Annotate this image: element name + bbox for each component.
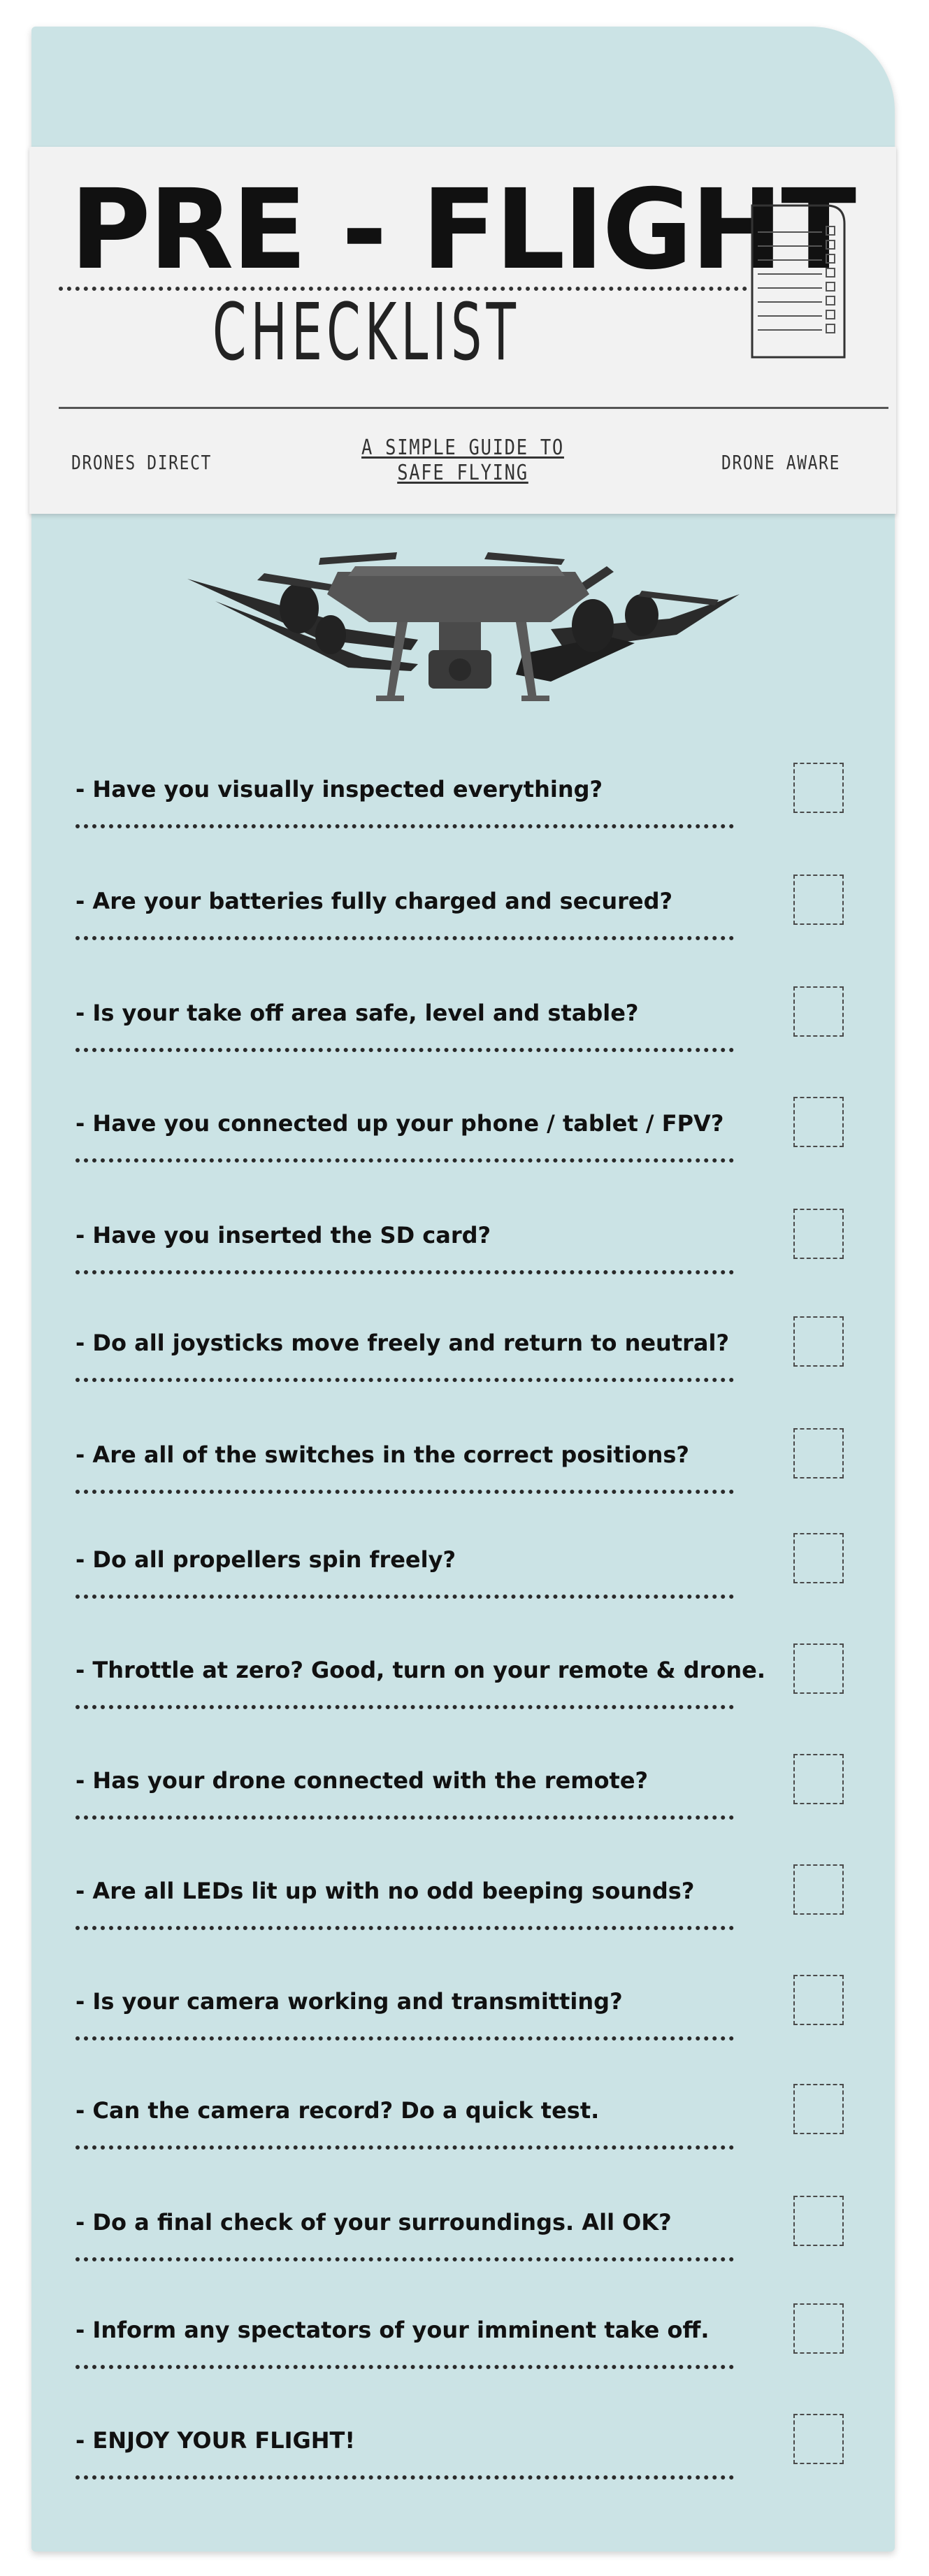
checklist-item[interactable] (75, 1332, 848, 1416)
page-subtitle: CHECKLIST (213, 287, 521, 378)
center-note-line1: A SIMPLE GUIDE TO (361, 436, 564, 460)
checkbox-icon[interactable] (793, 763, 844, 813)
checklist-item-label: - Is your camera working and transmitting? (75, 1988, 623, 2015)
checklist-item-label: - Do a final check of your surroundings. All OK? (75, 2209, 672, 2236)
checklist-item-label: - Throttle at zero? Good, turn on your remote & drone. (75, 1657, 766, 1683)
item-dotted-divider (75, 1270, 734, 1274)
checklist-item[interactable] (75, 1112, 848, 1196)
title-band (29, 147, 896, 514)
checklist-item-label: - Have you inserted the SD card? (75, 1222, 491, 1249)
right-note: DRONE AWARE (721, 451, 841, 474)
checkbox-icon[interactable] (793, 1754, 844, 1804)
checklist-item[interactable] (75, 2429, 848, 2513)
item-dotted-divider (75, 1378, 734, 1382)
checklist-item[interactable] (75, 2211, 848, 2295)
checklist-item[interactable] (75, 778, 848, 862)
drone-icon (187, 552, 740, 720)
checklist-item-label: - Have you visually inspected everything? (75, 776, 603, 803)
checkbox-icon[interactable] (793, 1428, 844, 1478)
item-dotted-divider (75, 1048, 734, 1052)
checklist-item-label: - Have you connected up your phone / tablet / FPV? (75, 1110, 724, 1137)
checklist-item[interactable] (75, 1990, 848, 2074)
checklist-item-label: - Do all propellers spin freely? (75, 1546, 456, 1573)
item-dotted-divider (75, 2257, 734, 2261)
item-dotted-divider (75, 2365, 734, 2369)
item-dotted-divider (75, 2036, 734, 2041)
left-note: DRONES DIRECT (71, 451, 213, 474)
checklist-item-label: - Are your batteries fully charged and secured? (75, 888, 673, 914)
item-dotted-divider (75, 1705, 734, 1709)
checklist-item[interactable] (75, 1002, 848, 1086)
checklist-item[interactable] (75, 890, 848, 974)
checkbox-icon[interactable] (793, 1209, 844, 1259)
checklist-item[interactable] (75, 1769, 848, 1853)
item-dotted-divider (75, 1926, 734, 1930)
checkbox-icon[interactable] (793, 1533, 844, 1583)
item-dotted-divider (75, 1158, 734, 1163)
item-dotted-divider (75, 1595, 734, 1599)
item-dotted-divider (75, 1815, 734, 1820)
checklist-item-label: - Can the camera record? Do a quick test. (75, 2097, 600, 2124)
center-note-line2: SAFE FLYING (397, 461, 528, 485)
item-dotted-divider (75, 824, 734, 828)
checklist-item-label: - Are all of the switches in the correct positions? (75, 1441, 689, 1468)
checkbox-icon[interactable] (793, 2196, 844, 2246)
clipboard-icon (749, 203, 847, 360)
item-dotted-divider (75, 936, 734, 940)
item-dotted-divider (75, 2145, 734, 2150)
checklist-item[interactable] (75, 1224, 848, 1308)
checklist-item[interactable] (75, 1659, 848, 1743)
checkbox-icon[interactable] (793, 2084, 844, 2134)
checkbox-icon[interactable] (793, 1864, 844, 1915)
checklist-item[interactable] (75, 2099, 848, 2183)
item-dotted-divider (75, 1490, 734, 1494)
checkbox-icon[interactable] (793, 1316, 844, 1367)
checkbox-icon[interactable] (793, 1643, 844, 1694)
checkbox-icon[interactable] (793, 986, 844, 1037)
checklist-item-label: - Has your drone connected with the remote? (75, 1767, 649, 1794)
checklist-item-label: - Is your take off area safe, level and stable? (75, 1000, 639, 1026)
checkbox-icon[interactable] (793, 875, 844, 925)
checklist-item-label: - Do all joysticks move freely and return to neutral? (75, 1330, 730, 1356)
checkbox-icon[interactable] (793, 1097, 844, 1147)
checkbox-icon[interactable] (793, 2414, 844, 2464)
checklist-item-label: - ENJOY YOUR FLIGHT! (75, 2427, 355, 2454)
checklist-item[interactable] (75, 1880, 848, 1964)
page-title: PRE - FLIGHT (70, 166, 855, 294)
band-divider (59, 407, 888, 409)
checklist-item-label: - Inform any spectators of your imminent take off. (75, 2317, 710, 2343)
checklist-item[interactable] (75, 1548, 848, 1632)
checkbox-icon[interactable] (793, 1975, 844, 2025)
checklist-item[interactable] (75, 2319, 848, 2403)
center-note (330, 436, 596, 486)
checklist-item[interactable] (75, 1441, 848, 1527)
checklist-item-label: - Are all LEDs lit up with no odd beeping sounds? (75, 1878, 695, 1904)
item-dotted-divider (75, 2475, 734, 2480)
checkbox-icon[interactable] (793, 2303, 844, 2354)
